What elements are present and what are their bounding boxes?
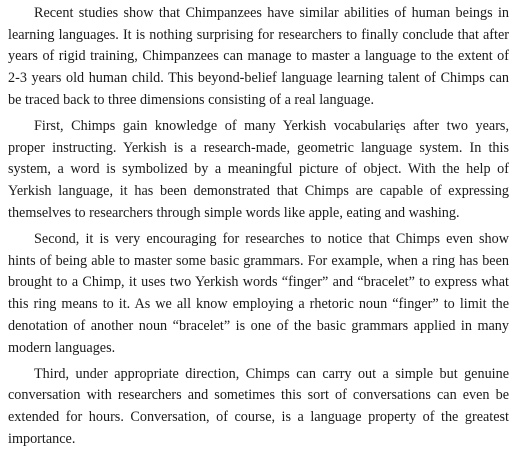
paragraph-first-point: First, Chimps gain knowledge of many Yerkish vocabularięs after two years, proper instructing. Yerkish is a research-made, geometric language system. In this system, a word is symbolized by a meaningful picture of object. With the help of Yerkish language, it has been demonstrated that Chimps are capable of expressing themselves to researchers through simple words like apple, eating and washing. [8,118,509,221]
paragraph-third-point: Third, under appropriate direction, Chimps can carry out a simple but genuine conversation with researchers and sometimes this sort of conversations can even be extended for hours. Conversation, of course, is a language property of the greatest importance. [8,365,509,447]
paragraph-second-point: Second, it is very encouraging for researches to notice that Chimps even show hints of being able to master some basic grammars. For example, when a ring has been brought to a Chimp, it uses two Yerkish words “finger” and “bracelet” to express what this ring means to it. As we all know employing a rhetoric noun “finger” to limit the denotation of another noun “bracelet” is one of the basic grammars applied in many modern languages. [8,231,509,356]
paragraph-intro: Recent studies show that Chimpanzees have similar abilities of human beings in learning languages. It is nothing surprising for researchers to finally conclude that after years of rigid training, Chimpanzees can manage to master a language to the extent of 2-3 years old human child. This beyond-belief language learning talent of Chimps can be traced back to three dimensions consisting of a real language. [8,5,509,108]
